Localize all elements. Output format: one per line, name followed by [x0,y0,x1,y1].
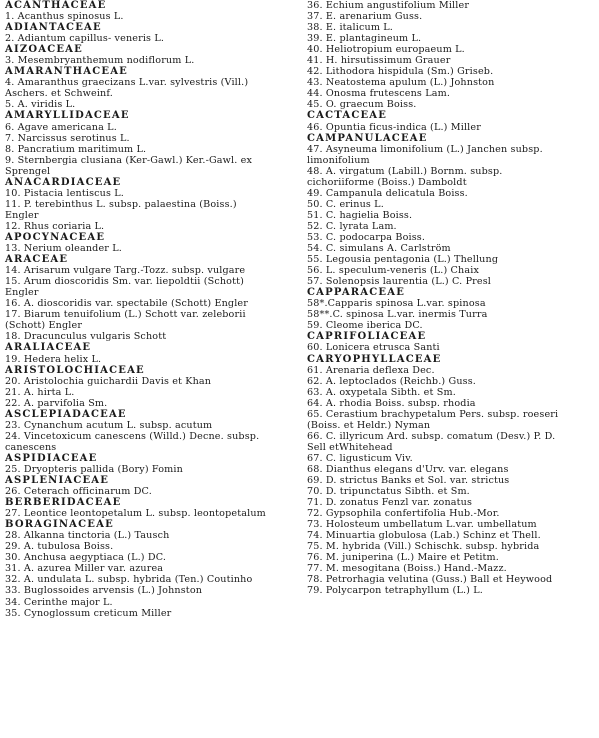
family-heading: APOCYNACEAE [5,231,106,243]
family-heading: ARISTOLOCHIACEAE [5,364,145,376]
species-entry: 48. A. virgatum (Labill.) Bornm. subsp. [307,165,503,177]
left-column [5,0,297,619]
species-entry: limonifolium [307,154,370,166]
family-heading: AIZOACEAE [5,44,83,56]
species-entry: 77. M. mesogitana (Boiss.) Hand.-Mazz. [307,563,507,575]
species-entry: 60. Lonicera etrusca Santi [307,342,440,354]
species-entry: 25. Dryopteris pallida (Bory) Fomin [5,463,183,475]
species-entry: 73. Holosteum umbellatum L.var. umbellatum [307,519,537,531]
family-heading: CAMPANULACEAE [307,132,428,144]
species-entry: 47. Asyneuma limonifolium (L.) Janchen subsp. [307,143,543,155]
species-entry: 26. Ceterach officinarum DC. [5,486,152,498]
species-entry: 12. Rhus coriaria L. [5,220,105,232]
species-entry: 37. E. arenarium Guss. [307,11,423,23]
species-entry: 41. H. hirsutissimum Grauer [307,55,451,67]
species-entry: Engler [5,209,39,221]
species-entry: (Schott) Engler [5,320,83,332]
species-entry: 34. Cerinthe major L. [5,596,113,608]
family-heading: CARYOPHYLLACEAE [307,353,442,365]
species-entry: 71. D. zonatus Fenzl var. zonatus [307,497,473,509]
species-entry: 38. E. italicum L. [307,22,394,34]
species-entry: 67. C. ligusticum Viv. [307,452,413,464]
species-entry: 36. Echium angustifolium Miller [307,0,470,11]
species-entry: 45. O. graecum Boiss. [307,99,417,111]
species-entry: 43. Neatostema apulum (L.) Johnston [307,77,495,89]
family-heading: ANACARDIACEAE [5,176,122,188]
species-entry: 75. M. hybrida (Vill.) Schischk. subsp. hybrida [307,541,540,553]
family-heading: BERBERIDACEAE [5,497,122,509]
family-heading: ARALIACEAE [5,342,92,354]
species-entry: 29. A. tubulosa Boiss. [5,541,114,553]
species-entry: 3. Mesembryanthemum nodiflorum L. [5,55,195,67]
family-heading: BORAGINACEAE [5,519,114,531]
family-heading: AMARANTHACEAE [5,66,129,78]
species-entry: 16. A. dioscoridis var. spectabile (Schott) Engler [5,298,248,310]
species-entry: 18. Dracunculus vulgaris Schott [5,331,167,343]
species-entry: 27. Leontice leontopetalum L. subsp. leontopetalum [5,508,266,520]
species-entry: 78. Petrorhagia velutina (Guss.) Ball et Heywood [307,574,553,586]
species-entry: 42. Lithodora hispidula (Sm.) Griseb. [307,66,494,78]
species-entry: 57. Solenopsis laurentia (L.) C. Presl [307,276,492,288]
species-entry: 14. Arisarum vulgare Targ.-Tozz. subsp. vulgare [5,265,246,277]
family-heading: ADIANTACEAE [5,22,102,34]
species-entry: 65. Cerastium brachypetalum Pers. subsp. roeseri [307,408,559,420]
species-entry: 8. Pancratium maritimum L. [5,143,147,155]
species-entry: 50. C. erinus L. [307,198,384,210]
species-entry: cichoriiforme (Boiss.) Damboldt [307,176,467,188]
species-entry: 22. A. parvifolia Sm. [5,397,108,409]
species-entry: 9. Sternbergia clusiana (Ker-Gawl.) Ker.-Gawl. ex [5,154,253,166]
species-entry: 49. Campanula delicatula Boiss. [307,187,468,199]
species-entry: 70. D. tripunctatus Sibth. et Sm. [307,486,470,498]
species-entry: 66. C. illyricum Ard. subsp. comatum (Desv.) P. D. [307,430,556,442]
species-entry: Aschers. et Schweinf. [5,88,113,100]
species-entry: 58*.Capparis spinosa L.var. spinosa [307,298,486,310]
species-entry: 72. Gypsophila confertifolia Hub.-Mor. [307,508,500,520]
species-entry: Sprengel [5,165,51,177]
species-entry: 6. Agave americana L. [5,121,117,133]
species-entry: 35. Cynoglossum creticum Miller [5,607,172,619]
species-entry: 69. D. strictus Banks et Sol. var. strictus [307,475,510,487]
species-entry: 44. Onosma frutescens Lam. [307,88,451,100]
species-entry: Engler [5,287,39,299]
species-entry: 21. A. hirta L. [5,386,75,398]
species-entry: 68. Dianthus elegans d'Urv. var. elegans [307,463,509,475]
species-entry: 24. Vincetoxicum canescens (Willd.) Decne. subsp. [5,430,260,442]
species-entry: 76. M. juniperina (L.) Maire et Petitm. [307,552,499,564]
family-heading: CAPPARACEAE [307,287,406,299]
species-entry: 10. Pistacia lentiscus L. [5,187,125,199]
species-entry: 64. A. rhodia Boiss. subsp. rhodia [307,397,476,409]
family-heading: ASPIDIACEAE [5,452,98,464]
species-entry: 39. E. plantagineum L. [307,33,422,45]
species-entry: 61. Arenaria deflexa Dec. [307,364,435,376]
species-entry: 55. Legousia pentagonia (L.) Thellung [307,254,499,266]
species-entry: 7. Narcissus serotinus L. [5,132,130,144]
species-entry: 15. Arum dioscoridis Sm. var. liepoldtii (Schott) [5,276,245,288]
species-entry: 51. C. hagielia Boiss. [307,209,413,221]
species-entry: 63. A. oxypetala Sibth. et Sm. [307,386,456,398]
species-entry: 31. A. azurea Miller var. azurea [5,563,164,575]
species-entry: 28. Alkanna tinctoria (L.) Tausch [5,530,170,542]
species-entry: (Boiss. et Heldr.) Nyman [307,419,431,431]
right-column [307,0,597,597]
species-entry: canescens [5,441,57,453]
family-heading: ASPLENIACEAE [5,475,110,487]
species-entry: 40. Heliotropium europaeum L. [307,44,465,56]
species-entry: 20. Aristolochia guichardii Davis et Khan [5,375,212,387]
species-entry: 54. C. simulans A. Carlström [307,243,451,255]
species-entry: 13. Nerium oleander L. [5,243,122,255]
family-heading: ARACEAE [5,254,69,266]
species-entry: 59. Cleome iberica DC. [307,320,423,332]
species-entry: 52. C. lyrata Lam. [307,220,397,232]
species-entry: 79. Polycarpon tetraphyllum (L.) L. [307,585,483,597]
species-entry: 33. Buglossoides arvensis (L.) Johnston [5,585,203,597]
species-entry: 46. Opuntia ficus-indica (L.) Miller [307,121,481,133]
species-entry: 17. Biarum tenuifolium (L.) Schott var. zeleborii [5,309,246,321]
species-entry: 30. Anchusa aegyptiaca (L.) DC. [5,552,167,564]
family-heading: ACANTHACEAE [5,0,107,11]
species-entry: 4. Amaranthus graecizans L.var. sylvestris (Vill.) [5,77,249,89]
species-entry: 56. L. speculum-veneris (L.) Chaix [307,265,480,277]
species-entry: 32. A. undulata L. subsp. hybrida (Ten.) Coutinho [5,574,253,586]
species-entry: 5. A. viridis L. [5,99,76,111]
family-heading: CACTACEAE [307,110,388,122]
species-entry: 74. Minuartia globulosa (Lab.) Schinz et Thell. [307,530,541,542]
family-heading: ASCLEPIADACEAE [5,408,127,420]
species-entry: 11. P. terebinthus L. subsp. palaestina (Boiss.) [5,198,237,210]
family-heading: CAPRIFOLIACEAE [307,331,427,343]
family-heading: AMARYLLIDACEAE [5,110,130,122]
species-entry: 23. Cynanchum acutum L. subsp. acutum [5,419,213,431]
species-entry: 62. A. leptoclados (Reichb.) Guss. [307,375,476,387]
species-entry: 2. Adiantum capillus- veneris L. [5,33,165,45]
species-entry: 19. Hedera helix L. [5,353,102,365]
species-entry: 53. C. podocarpa Boiss. [307,231,426,243]
species-entry: 58**.C. spinosa L.var. inermis Turra [307,309,488,321]
species-entry: 1. Acanthus spinosus L. [5,11,124,23]
species-entry: Sell etWhitehead [307,441,393,453]
